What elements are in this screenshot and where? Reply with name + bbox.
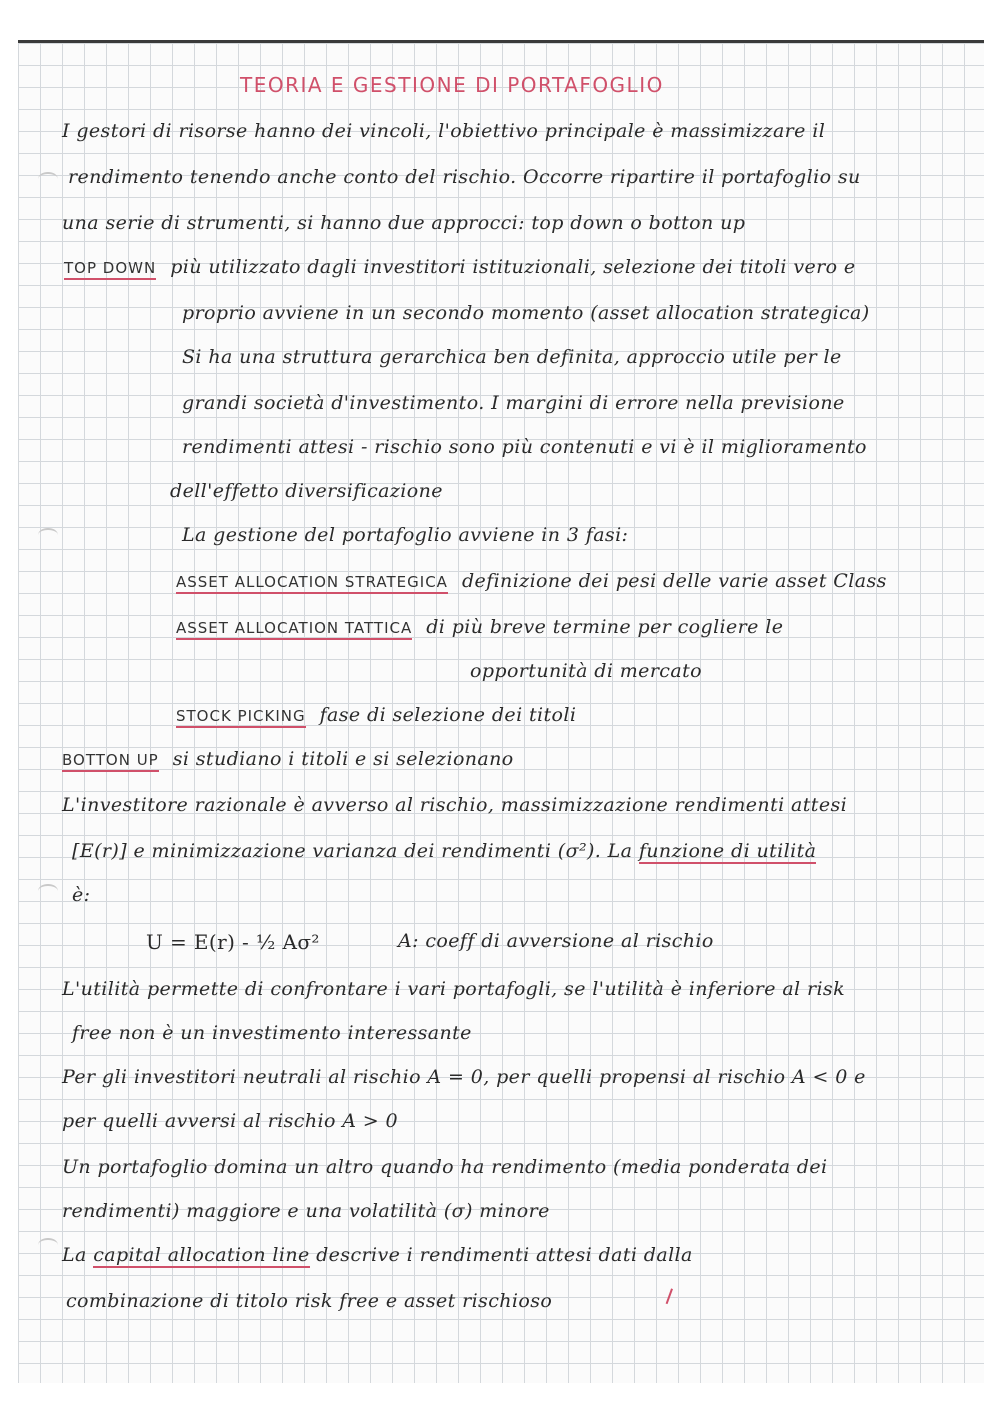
text-line: una serie di strumenti, si hanno due approcci: top down o botton up: [62, 212, 746, 234]
aat-heading: ASSET ALLOCATION TATTICA: [176, 619, 412, 640]
punch-hole: [38, 528, 58, 542]
text-line: di più breve termine per cogliere le: [426, 616, 784, 638]
sp-heading: STOCK PICKING: [176, 707, 306, 728]
page-title: TEORIA E GESTIONE DI PORTAFOGLIO: [240, 73, 664, 97]
text-line: dell'effetto diversificazione: [170, 480, 443, 502]
text-line: si studiano i titoli e si selezionano: [172, 748, 514, 770]
text-line: [E(r)] e minimizzazione varianza dei rendimenti (σ²). La: [72, 840, 633, 862]
bu-row: [62, 748, 514, 770]
utility-function-term: funzione di utilità: [638, 840, 817, 862]
cal-row: [62, 1244, 693, 1266]
text-line: rendimento tenendo anche conto del rischio. Occorre ripartire il portafoglio su: [68, 166, 861, 188]
punch-hole: [38, 172, 58, 186]
text-line: rendimenti attesi - rischio sono più contenuti e vi è il miglioramento: [182, 436, 867, 458]
text-line: combinazione di titolo risk free e asset rischioso: [66, 1290, 553, 1312]
text-line: descrive i rendimenti attesi dati dalla: [316, 1244, 693, 1266]
punch-hole: [38, 884, 58, 898]
text-line-utility: [72, 840, 816, 862]
topdown-row: [64, 256, 856, 278]
sp-row: [176, 704, 576, 726]
capital-allocation-line-term: capital allocation line: [93, 1244, 310, 1266]
bu-heading: BOTTON UP: [62, 751, 159, 772]
text-line: L'investitore razionale è avverso al rischio, massimizzazione rendimenti attesi: [62, 794, 848, 816]
text-line: La: [62, 1244, 87, 1266]
text-line: è:: [72, 884, 91, 906]
punch-hole: [38, 1238, 58, 1252]
aas-row: [176, 570, 887, 592]
text-line: La gestione del portafoglio avviene in 3 fasi:: [182, 524, 629, 546]
text-line: per quelli avversi al rischio A > 0: [62, 1110, 399, 1132]
aat-row: [176, 616, 783, 638]
text-line: rendimenti) maggiore e una volatilità (σ) minore: [62, 1200, 550, 1222]
formula-note: A: coeff di avversione al rischio: [398, 930, 714, 952]
text-line: grandi società d'investimento. I margini di errore nella previsione: [182, 392, 845, 414]
aas-heading: ASSET ALLOCATION STRATEGICA: [176, 573, 448, 594]
text-line: proprio avviene in un secondo momento (asset allocation strategica): [182, 302, 870, 324]
topdown-heading: TOP DOWN: [64, 259, 156, 280]
text-line: L'utilità permette di confrontare i vari portafogli, se l'utilità è inferiore al risk: [62, 978, 845, 1000]
text-line: opportunità di mercato: [470, 660, 702, 682]
utility-formula: U = E(r) - ½ Aσ²: [146, 930, 320, 954]
text-line: definizione dei pesi delle varie asset Class: [461, 570, 887, 592]
text-line: Per gli investitori neutrali al rischio A = 0, per quelli propensi al rischio A < 0 e: [62, 1066, 866, 1088]
text-line: fase di selezione dei titoli: [319, 704, 577, 726]
text-line: Si ha una struttura gerarchica ben definita, approccio utile per le: [182, 346, 842, 368]
text-line: free non è un investimento interessante: [72, 1022, 472, 1044]
text-line: Un portafoglio domina un altro quando ha rendimento (media ponderata dei: [62, 1156, 828, 1178]
text-line: più utilizzato dagli investitori istituzionali, selezione dei titoli vero e: [170, 256, 856, 278]
text-line: I gestori di risorse hanno dei vincoli, l'obiettivo principale è massimizzare il: [62, 120, 826, 142]
